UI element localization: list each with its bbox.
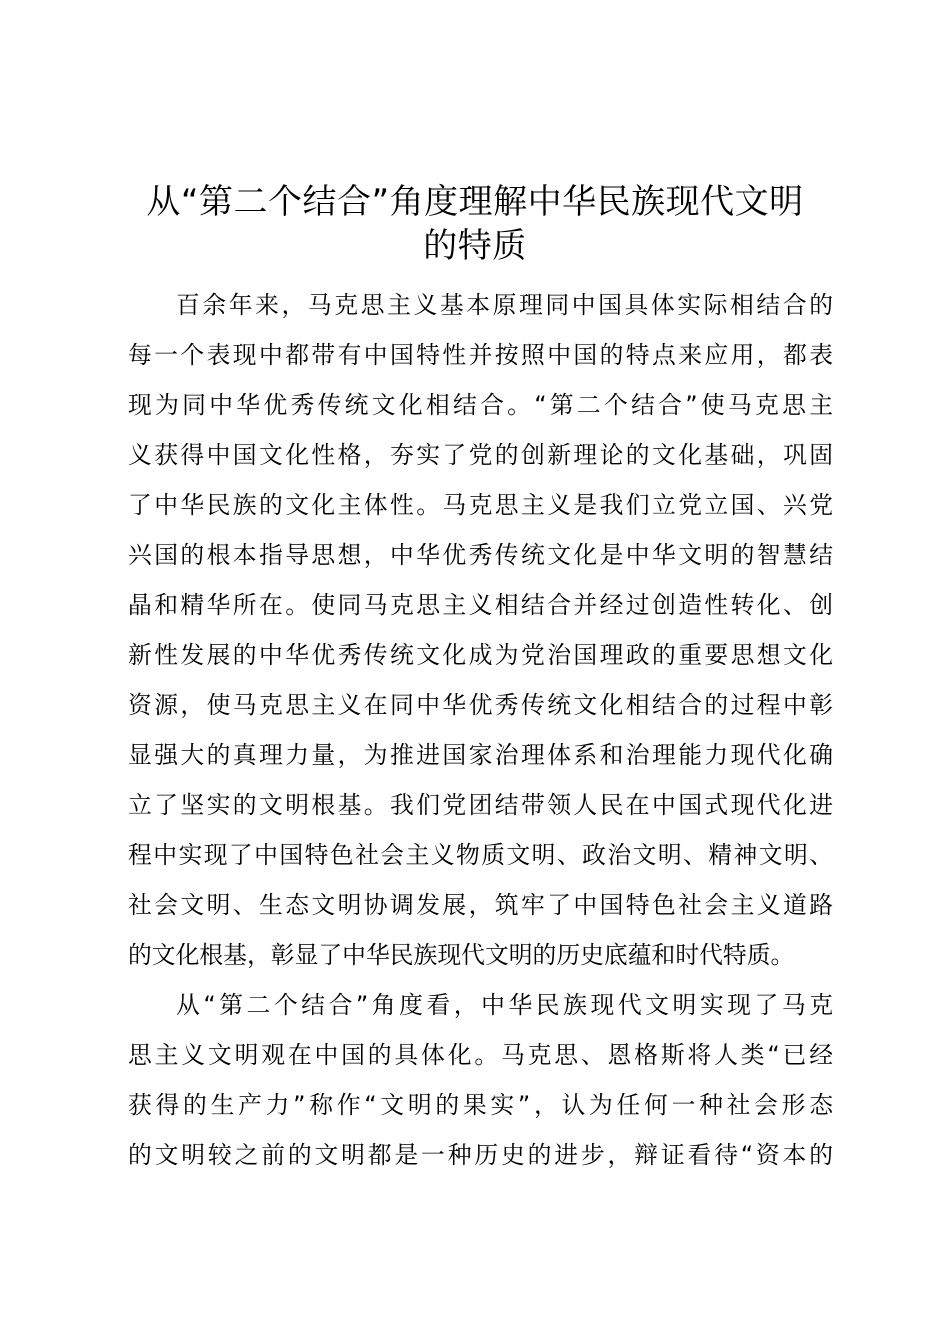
text-line: 百余年来，马克思主义基本原理同中国具体实际相结合的 [176,291,833,319]
title-line: 的特质 [423,226,527,266]
document-title [100,180,850,268]
text-line: 了中华民族的文化主体性。马克思主义是我们立党立国、兴党 [128,491,833,519]
text-line: 显强大的真理力量，为推进国家治理体系和治理能力现代化确 [128,741,833,769]
paragraph-1 [128,280,833,980]
text-line: 程中实现了中国特色社会主义物质文明、政治文明、精神文明、 [128,841,833,869]
text-line: 立了坚实的文明根基。我们党团结带领人民在中国式现代化进 [128,791,833,819]
text-line: 获得的生产力”称作“文明的果实”，认为任何一种社会形态 [128,1091,833,1119]
text-line: 思主义文明观在中国的具体化。马克思、恩格斯将人类“已经 [128,1041,833,1069]
title-line: 从“第二个结合”角度理解中华民族现代文明 [146,182,804,222]
text-line: 社会文明、生态文明协调发展，筑牢了中国特色社会主义道路 [128,891,833,919]
text-line: 从“第二个结合”角度看，中华民族现代文明实现了马克 [176,991,833,1019]
text-line: 的文明较之前的文明都是一种历史的进步，辩证看待“资本的 [128,1141,833,1169]
paragraph-2 [128,980,833,1180]
text-line: 每一个表现中都带有中国特性并按照中国的特点来应用，都表 [128,341,833,369]
text-line: 的文化根基，彰显了中华民族现代文明的历史底蕴和时代特质。 [128,941,795,969]
text-line: 资源，使马克思主义在同中华优秀传统文化相结合的过程中彰 [128,691,833,719]
text-line: 现为同中华优秀传统文化相结合。“第二个结合”使马克思主 [128,391,833,419]
text-line: 义获得中国文化性格，夯实了党的创新理论的文化基础，巩固 [128,441,833,469]
text-line: 晶和精华所在。使同马克思主义相结合并经过创造性转化、创 [128,591,833,619]
text-line: 兴国的根本指导思想，中华优秀传统文化是中华文明的智慧结 [128,541,833,569]
document-body [128,280,833,1180]
text-line: 新性发展的中华优秀传统文化成为党治国理政的重要思想文化 [128,641,833,669]
